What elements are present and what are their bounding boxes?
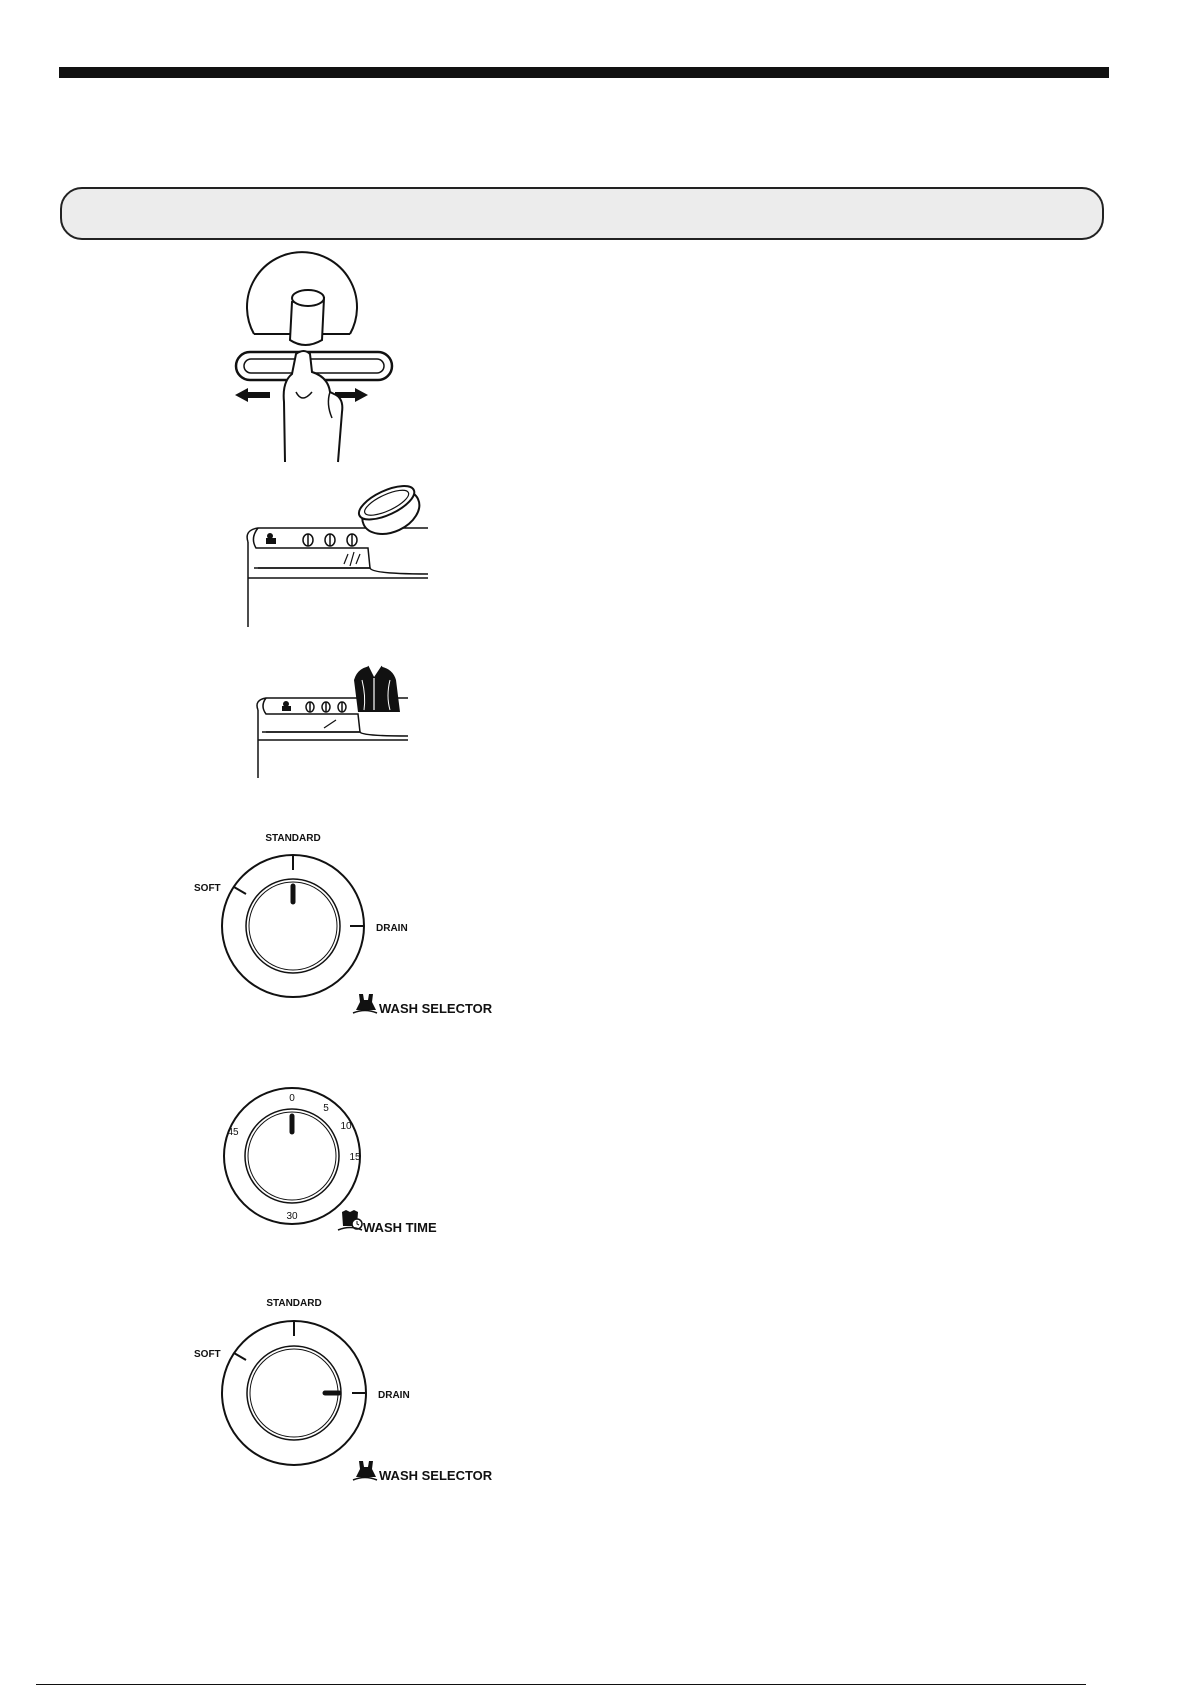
- standard-label: STANDARD: [266, 1298, 322, 1309]
- soft-label: SOFT: [194, 883, 221, 894]
- dress-icon: [353, 994, 377, 1013]
- wash-time-mark-45: 45: [227, 1127, 239, 1138]
- dress-icon: [353, 1461, 377, 1480]
- soft-label: SOFT: [194, 1349, 221, 1360]
- wash-time-mark-15: 15: [349, 1152, 361, 1163]
- detergent-pouring-illustration: [230, 482, 430, 632]
- wash-time-mark-5: 5: [323, 1103, 329, 1114]
- standard-label: STANDARD: [265, 833, 321, 844]
- section-header-bar: [60, 187, 1104, 240]
- laundry-loading-illustration: [240, 660, 420, 780]
- wash-time-mark-30: 30: [286, 1211, 298, 1222]
- wash-time-dial: [210, 1070, 450, 1250]
- wash-time-mark-10: 10: [340, 1121, 352, 1132]
- wash-time-mark-0: 0: [289, 1093, 295, 1104]
- wash-selector-dial-standard: [180, 830, 493, 1030]
- drain-label: DRAIN: [376, 923, 408, 934]
- wash-selector-dial-drain: [180, 1295, 493, 1495]
- wash-selector-caption: WASH SELECTOR: [379, 1001, 493, 1016]
- slide-lever-illustration: [230, 262, 400, 462]
- top-rule: [59, 67, 1109, 78]
- drain-label: DRAIN: [378, 1390, 410, 1401]
- shirt-timer-icon: [338, 1210, 362, 1230]
- wash-time-caption: WASH TIME: [363, 1220, 437, 1235]
- wash-selector-caption: WASH SELECTOR: [379, 1468, 493, 1483]
